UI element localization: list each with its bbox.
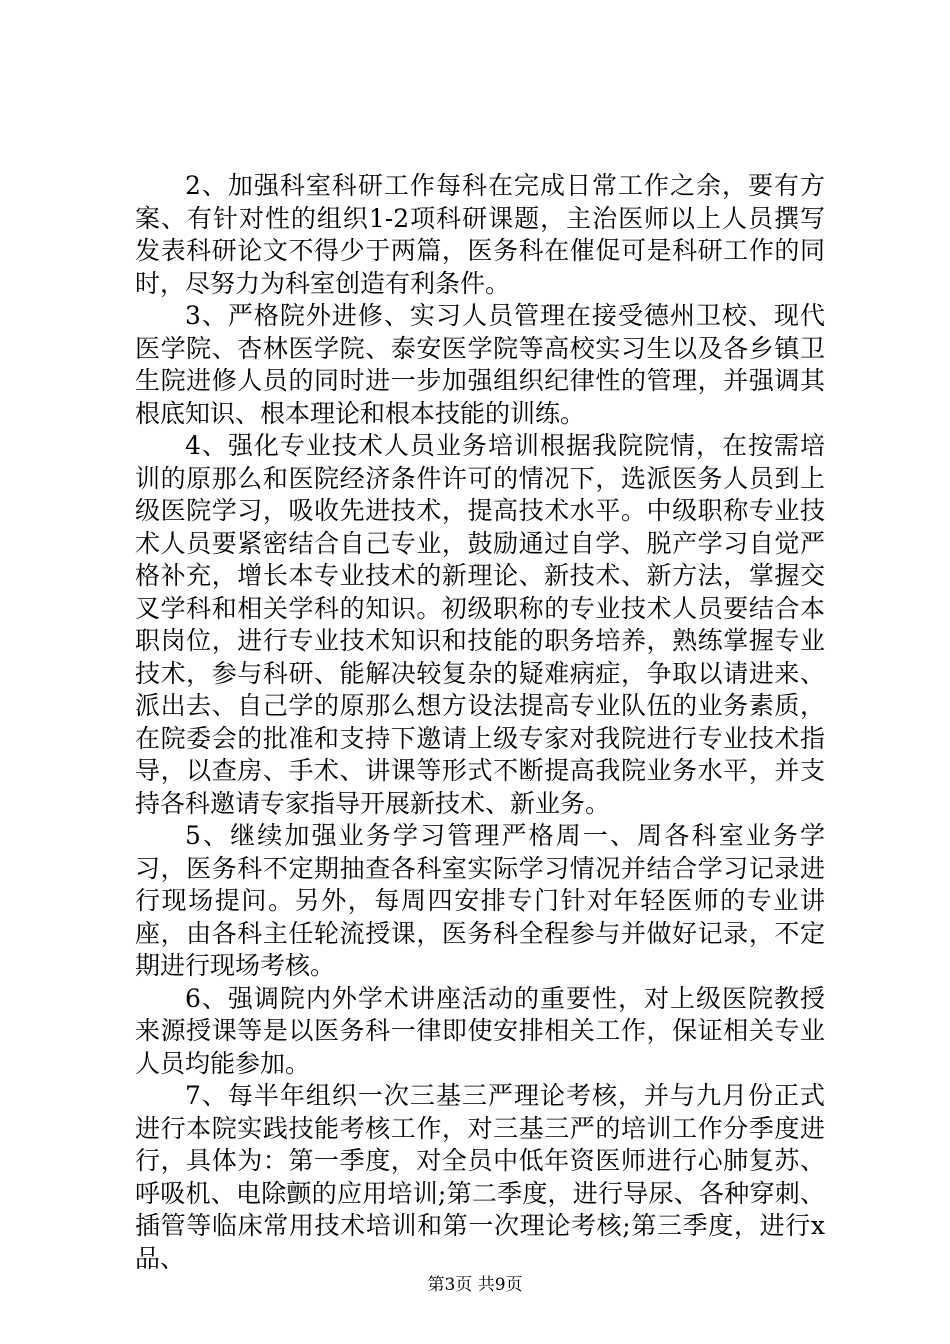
paragraph-item-4: 4、强化专业技术人员业务培训根据我院院情，在按需培训的原那么和医院经济条件许可的情况下，选派医务人员到上级医院学习，吸收先进技术，提高技术水平。中级职称专业技术人员要紧密结合自己专业，鼓励通过自学、脱产学习自觉严格补充，增长本专业技术的新理论、新技术、新方法，掌握交叉学科和相关学科的知识。初级职称的专业技术人员要结合本职岗位，进行专业技术知识和技能的职务培养，熟练掌握专业技术，参与科研、能解决较复杂的疑难病症，争取以请进来、派出去、自己学的原那么想方设法提高专业队伍的业务素质，在院委会的批准和支持下邀请上级专家对我院进行专业技术指导，以查房、手术、讲课等形式不断提高我院业务水平，并支持各科邀请专家指导开展新技术、新业务。 — [135, 431, 825, 818]
paragraph-item-5: 5、继续加强业务学习管理严格周一、周各科室业务学习，医务科不定期抽查各科室实际学习情况并结合学习记录进行现场提问。另外，每周四安排专门针对年轻医师的专业讲座，由各科主任轮流授课，医务科全程参与并做好记录，不定期进行现场考核。 — [135, 821, 825, 980]
paragraph-item-6: 6、强调院内外学术讲座活动的重要性，对上级医院教授来源授课等是以医务科一律即使安排相关工作，保证相关专业人员均能参加。 — [135, 983, 825, 1078]
paragraph-item-7: 7、每半年组织一次三基三严理论考核，并与九月份正式进行本院实践技能考核工作，对三基三严的培训工作分季度进行，具体为：第一季度，对全员中低年资医师进行心肺复苏、呼吸机、电除颤的应用培训;第二季度，进行导尿、各种穿刺、插管等临床常用技术培训和第一次理论考核;第三季度，进行x品、 — [135, 1081, 825, 1273]
document-body — [135, 170, 825, 1275]
paragraph-item-3: 3、严格院外进修、实习人员管理在接受德州卫校、现代医学院、杏林医学院、泰安医学院等高校实习生以及各乡镇卫生院进修人员的同时进一步加强组织纪律性的管理，并强调其根底知识、根本理论和根本技能的训练。 — [135, 301, 825, 428]
paragraph-item-2: 2、加强科室科研工作每科在完成日常工作之余，要有方案、有针对性的组织1-2项科研课题，主治医师以上人员撰写发表科研论文不得少于两篇，医务科在催促可是科研工作的同时，尽努力为科室创造有利条件。 — [135, 171, 825, 298]
page-number-footer: 第3页 共9页 — [427, 1275, 523, 1295]
